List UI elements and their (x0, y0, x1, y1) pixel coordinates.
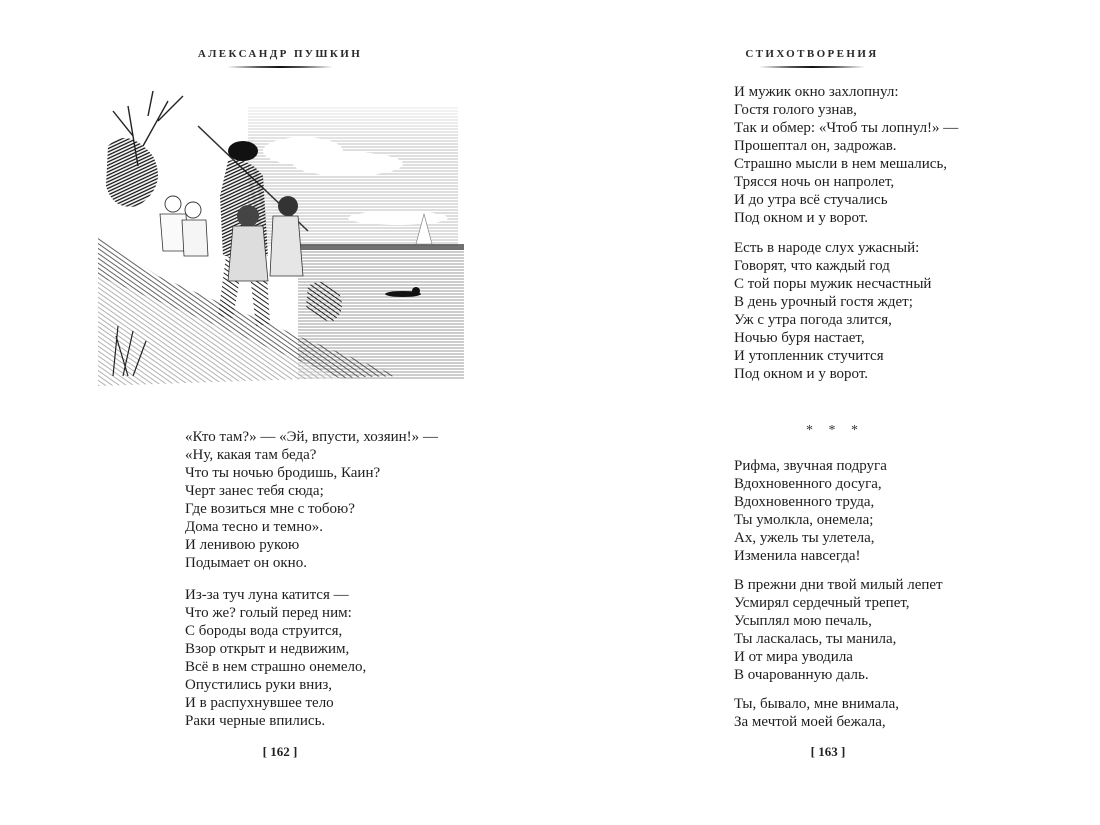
verse-line: «Кто там?» — «Эй, впусти, хозяин!» — (185, 429, 438, 445)
verse-line: С той поры мужик несчастный (734, 276, 932, 292)
verse-line: Дома тесно и темно». (185, 519, 324, 535)
verse-line: И до утра всё стучались (734, 192, 888, 208)
verse-line: «Ну, какая там беда? (185, 447, 317, 463)
verse-line: За мечтой моей бежала, (734, 714, 886, 730)
verse-line: В день урочный гостя ждет; (734, 294, 913, 310)
verse-line: Усмирял сердечный трепет, (734, 595, 910, 611)
verse-line: Говорят, что каждый год (734, 258, 890, 274)
verse-line: И в распухнувшее тело (185, 695, 334, 711)
verse-line: Под окном и у ворот. (734, 366, 869, 382)
verse-line: Так и обмер: «Чтоб ты лопнул!» — (734, 120, 959, 136)
verse-line: И утопленник стучится (734, 348, 884, 364)
stanza-right-1 (734, 83, 958, 227)
verse-line: Подымает он окно. (185, 555, 307, 571)
verse-line: Вдохновенного досуга, (734, 476, 882, 492)
verse-line: Ты умолкла, онемела; (734, 512, 874, 528)
head-rule-divider (759, 66, 865, 68)
verse-line: Гостя голого узнав, (734, 102, 857, 118)
verse-line: Из-за туч луна катится — (185, 587, 349, 603)
verse-line: Страшно мысли в нем мешались, (734, 156, 948, 172)
verse-line: Черт занес тебя сюда; (185, 483, 324, 499)
verse-line: И мужик окно захлопнул: (734, 84, 899, 100)
stanza-poem2-1 (734, 457, 887, 565)
stanza-left-2 (185, 586, 366, 730)
head-rule-divider (227, 66, 333, 68)
verse-line: Ты, бывало, мне внимала, (734, 696, 899, 712)
stanza-left-1 (185, 428, 438, 572)
verse-line: Что ты ночью бродишь, Каин? (185, 465, 381, 481)
section-separator: * * * (806, 423, 864, 438)
verse-line: Что же? голый перед ним: (185, 605, 352, 621)
stanza-poem2-2 (734, 576, 943, 684)
verse-line: В прежни дни твой милый лепет (734, 577, 943, 593)
verse-line: Вдохновенного труда, (734, 494, 875, 510)
right-page (550, 0, 1100, 825)
verse-line: Рифма, звучная подруга (734, 458, 887, 474)
running-head-author: АЛЕКСАНДР ПУШКИН (197, 48, 363, 60)
verse-line: И ленивою рукою (185, 537, 300, 553)
verse-line: Взор открыт и недвижим, (185, 641, 350, 657)
verse-line: Изменила навсегда! (734, 548, 861, 564)
verse-line: Уж с утра погода злится, (734, 312, 892, 328)
page-number-right: [ 163 ] (810, 744, 846, 759)
verse-line: В очарованную даль. (734, 667, 869, 683)
verse-line: Ты ласкалась, ты манила, (734, 631, 897, 647)
verse-line: Всё в нем страшно онемело, (185, 659, 367, 675)
stanza-right-2 (734, 239, 931, 383)
verse-line: И от мира уводила (734, 649, 853, 665)
verse-line: Усыплял мою печаль, (734, 613, 872, 629)
verse-line: С бороды вода струится, (185, 623, 343, 639)
stanza-poem2-3 (734, 695, 899, 731)
engraving-illustration (98, 86, 464, 386)
running-head-title: СТИХОТВОРЕНИЯ (745, 48, 879, 60)
verse-line: Раки черные впились. (185, 713, 326, 729)
verse-line: Есть в народе слух ужасный: (734, 240, 920, 256)
verse-line: Трясся ночь он напролет, (734, 174, 895, 190)
verse-line: Опустились руки вниз, (185, 677, 333, 693)
verse-line: Под окном и у ворот. (734, 210, 869, 226)
page-number-left: [ 162 ] (262, 744, 298, 759)
verse-line: Ночью буря настает, (734, 330, 865, 346)
verse-line: Где возиться мне с тобою? (185, 501, 355, 517)
verse-line: Ах, ужель ты улетела, (734, 530, 875, 546)
verse-line: Прошептал он, задрожав. (734, 138, 897, 154)
